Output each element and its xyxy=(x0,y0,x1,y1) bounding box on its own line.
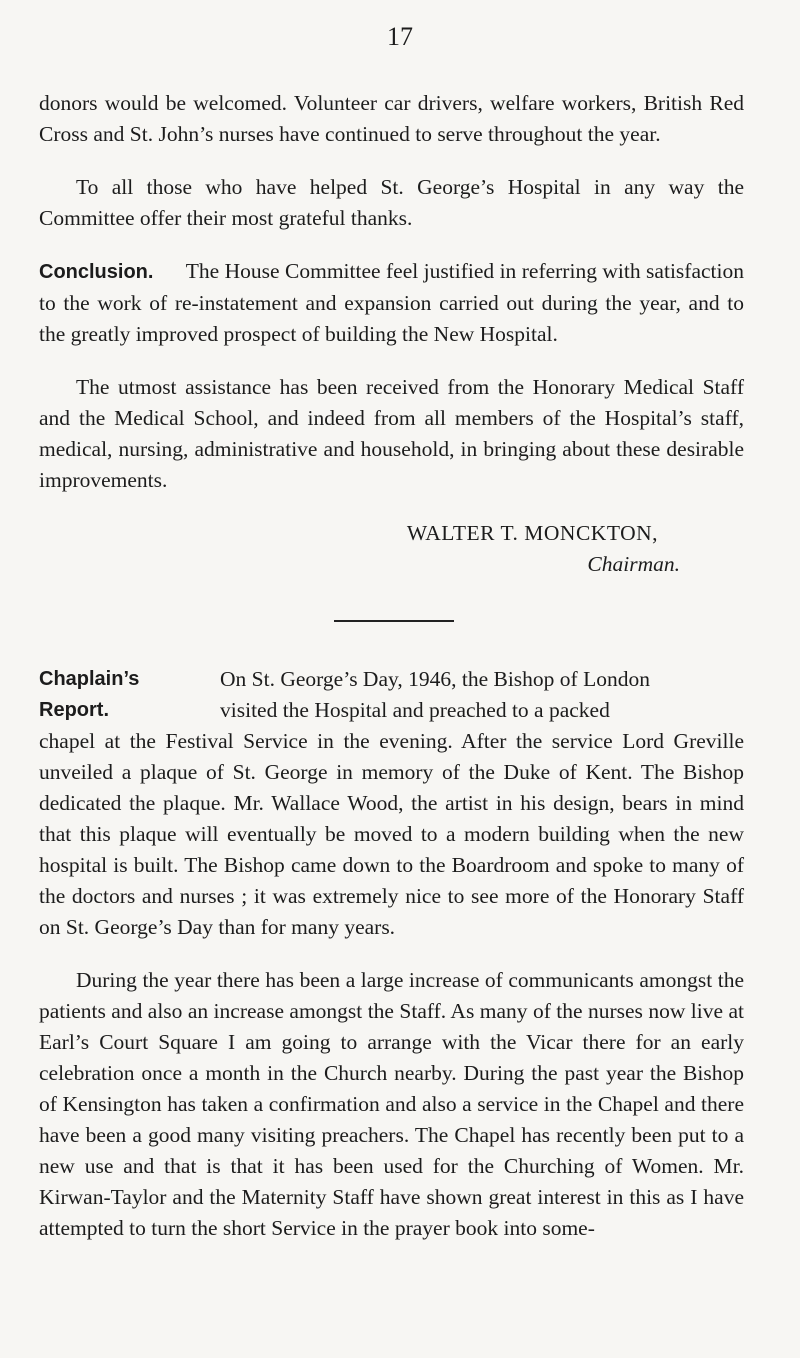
page-number: 17 xyxy=(387,22,413,51)
chaplain-line1: On St. George’s Day, 1946, the Bishop of London xyxy=(220,667,650,691)
chaplain-line2: visited the Hospital and preached to a packed xyxy=(220,698,610,722)
chaplain-report-section xyxy=(39,664,744,1244)
paragraph-assistance: The utmost assistance has been received from the Honorary Medical Staff and the Medical School, and indeed from all members of the Hospital’s staff, medical, nursing, administrative and household, in bringing about these desirable improvements. xyxy=(39,375,744,492)
paragraph-donors: donors would be welcomed. Volunteer car drivers, welfare workers, British Red Cross and St. John’s nurses have continued to serve throughout the year. xyxy=(39,91,744,146)
signature-title: Chairman. xyxy=(587,552,680,576)
chaplain-heading-line1: Chaplain’s xyxy=(39,668,140,690)
paragraph-thanks: To all those who have helped St. George’s Hospital in any way the Committee offer their most grateful thanks. xyxy=(39,175,744,230)
signature-name: WALTER T. MONCKTON, xyxy=(406,521,658,545)
paragraph-conclusion xyxy=(39,256,744,350)
conclusion-text: The House Committee feel justified in referring with satisfaction to the work of re-instatement and expansion carried out during the year, and to the greatly improved prospect of building the New Hospital. xyxy=(39,259,744,346)
document-body xyxy=(39,88,744,1244)
chaplain-paragraph-rest: chapel at the Festival Service in the evening. After the service Lord Greville unveiled a plaque of St. George in memory of the Duke of Kent. The Bishop dedicated the plaque. Mr. Wallace Wood, the artist in his design, bears in mind that this plaque will eventually be moved to a modern building when the new hospital is built. The Bishop came down to the Boardroom and spoke to many of the doctors and nurses ; it was extremely nice to see more of the Honorary Staff on St. George’s Day than for many years. xyxy=(39,729,744,939)
signature-block xyxy=(39,518,744,580)
section-divider xyxy=(334,620,454,622)
conclusion-heading: Conclusion. xyxy=(39,261,154,283)
chaplain-report-heading xyxy=(39,664,199,726)
chaplain-heading-line2: Report. xyxy=(39,699,109,721)
chaplain-paragraph-communicants: During the year there has been a large increase of communicants amongst the patients and also an increase amongst the Staff. As many of the nurses now live at Earl’s Court Square I am going to arrange with the Vicar there for an early celebration once a month in the Church nearby. During the past year the Bishop of Kensington has taken a confirmation and also a service in the Chapel and there have been a good many visiting preachers. The Chapel has recently been put to a new use and that is that it has been used for the Churching of Women. Mr. Kirwan-Taylor and the Maternity Staff have shown great interest in this as I have attempted to turn the short Service in the prayer book into some- xyxy=(39,968,744,1240)
